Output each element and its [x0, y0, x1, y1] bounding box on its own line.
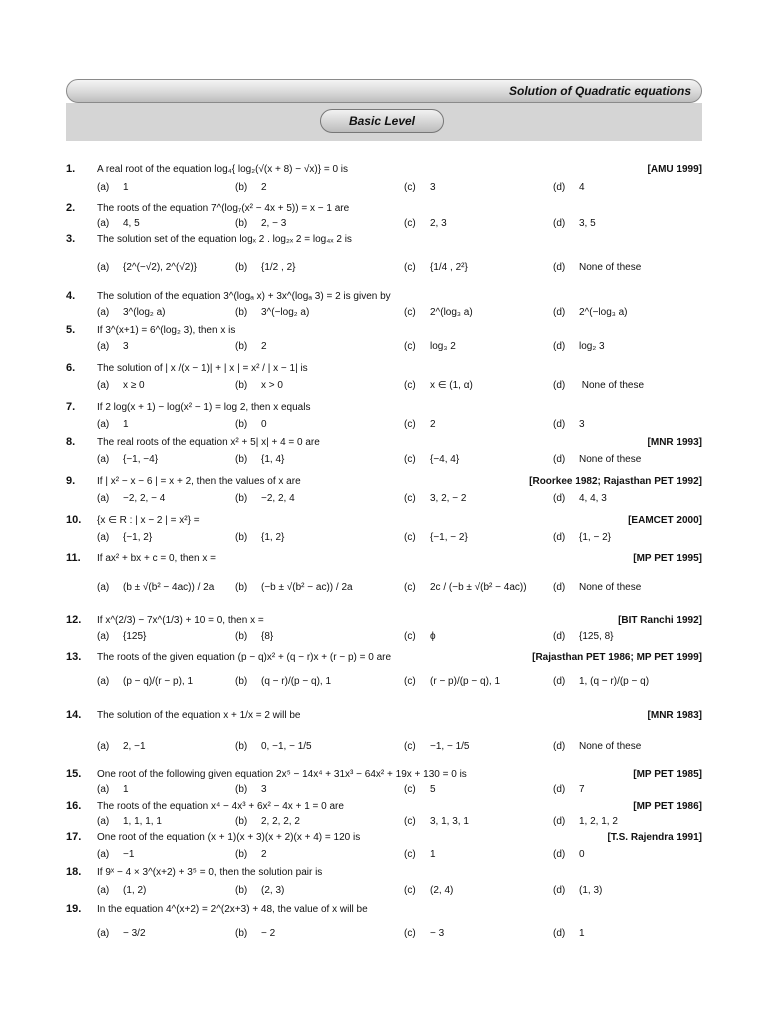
- answer-option: [235, 532, 284, 543]
- answer-option: [235, 454, 284, 465]
- option-text: 2, −1: [123, 741, 146, 752]
- option-text: −1: [123, 849, 135, 860]
- option-label: (d): [553, 816, 566, 827]
- answer-option: [235, 741, 312, 752]
- answer-option: [97, 885, 146, 896]
- option-label: (c): [404, 454, 416, 465]
- answer-option: [404, 784, 436, 795]
- answer-option: [404, 182, 436, 193]
- question-number: 14.: [66, 709, 82, 721]
- answer-option: [97, 419, 129, 430]
- option-text: None of these: [579, 262, 642, 273]
- answer-option: [553, 454, 641, 465]
- option-label: (b): [235, 307, 248, 318]
- option-label: (b): [235, 885, 248, 896]
- option-label: (a): [97, 307, 110, 318]
- answer-option: [553, 631, 613, 642]
- option-text: 2, 3: [430, 218, 447, 229]
- answer-option: [404, 582, 527, 593]
- option-text: (q − r)/(p − q), 1: [261, 676, 332, 687]
- answer-option: [553, 532, 611, 543]
- option-text: 1: [123, 419, 129, 430]
- question-stem: A real root of the equation log₄{ log₂(√(x + 8) − √x)} = 0 is: [97, 164, 349, 175]
- question-source: [Rajasthan PET 1986; MP PET 1999]: [532, 652, 702, 663]
- option-label: (b): [235, 849, 248, 860]
- question-source: [MP PET 1986]: [633, 801, 702, 812]
- option-label: (b): [235, 341, 248, 352]
- answer-option: [404, 816, 469, 827]
- answer-option: [553, 582, 641, 593]
- option-text: 3, 1, 3, 1: [430, 816, 469, 827]
- answer-option: [553, 307, 628, 318]
- question-source: [T.S. Rajendra 1991]: [607, 832, 702, 843]
- option-label: (b): [235, 218, 248, 229]
- option-text: {8}: [261, 631, 274, 642]
- option-label: (a): [97, 419, 110, 430]
- option-text: x ≥ 0: [123, 380, 145, 391]
- option-label: (a): [97, 582, 110, 593]
- option-label: (c): [404, 631, 416, 642]
- answer-option: [235, 582, 353, 593]
- question-stem: {x ∈ R : | x − 2 | = x²} =: [97, 515, 200, 526]
- option-text: 3: [261, 784, 267, 795]
- option-text: 4, 4, 3: [579, 493, 607, 504]
- question-stem: One root of the equation (x + 1)(x + 3)(x + 2)(x + 4) = 120 is: [97, 832, 361, 843]
- answer-option: [404, 676, 500, 687]
- option-text: (b ± √(b² − 4ac)) / 2a: [123, 582, 215, 593]
- question-number: 4.: [66, 290, 76, 302]
- option-text: −1, − 1/5: [430, 741, 470, 752]
- option-label: (d): [553, 380, 566, 391]
- answer-option: [235, 493, 295, 504]
- option-text: 1, 1, 1, 1: [123, 816, 162, 827]
- question-number: 19.: [66, 903, 82, 915]
- answer-option: [235, 885, 284, 896]
- option-label: (c): [404, 307, 416, 318]
- question-stem: The solution of | x /(x − 1)| + | x | = x² / | x − 1| is: [97, 363, 308, 374]
- option-text: (r − p)/(p − q), 1: [430, 676, 501, 687]
- option-label: (d): [553, 493, 566, 504]
- option-label: (c): [404, 182, 416, 193]
- option-label: (d): [553, 582, 566, 593]
- question-stem: If 9ˣ − 4 × 3^(x+2) + 3⁵ = 0, then the solution pair is: [97, 867, 323, 878]
- option-label: (b): [235, 816, 248, 827]
- option-label: (a): [97, 341, 110, 352]
- option-text: 4, 5: [123, 218, 140, 229]
- option-text: (1, 2): [123, 885, 147, 896]
- answer-option: [404, 493, 466, 504]
- question-source: [EAMCET 2000]: [628, 515, 702, 526]
- question-stem: If x^(2/3) − 7x^(1/3) + 10 = 0, then x =: [97, 615, 264, 626]
- option-label: (c): [404, 816, 416, 827]
- option-text: 5: [430, 784, 436, 795]
- question-stem: In the equation 4^(x+2) = 2^(2x+3) + 48, the value of x will be: [97, 904, 368, 915]
- option-text: (2, 3): [261, 885, 285, 896]
- answer-option: [553, 493, 607, 504]
- option-text: 3^(−log₂ a): [261, 307, 310, 318]
- answer-option: [235, 307, 309, 318]
- answer-option: [553, 380, 644, 391]
- option-text: None of these: [579, 454, 642, 465]
- answer-option: [404, 928, 444, 939]
- answer-option: [235, 419, 267, 430]
- question-number: 8.: [66, 436, 76, 448]
- option-label: (a): [97, 741, 110, 752]
- question-stem: One root of the following given equation 2x⁵ − 14x⁴ + 31x³ − 64x² + 19x + 130 = 0 is: [97, 769, 467, 780]
- option-label: (a): [97, 631, 110, 642]
- option-text: 2, − 3: [261, 218, 287, 229]
- option-label: (d): [553, 849, 566, 860]
- option-label: (a): [97, 676, 110, 687]
- option-text: 1: [123, 784, 129, 795]
- question-number: 15.: [66, 768, 82, 780]
- option-text: (1, 3): [579, 885, 603, 896]
- option-text: (p − q)/(r − p), 1: [123, 676, 194, 687]
- question-number: 6.: [66, 362, 76, 374]
- answer-option: [97, 849, 134, 860]
- answer-option: [553, 419, 585, 430]
- answer-option: [404, 454, 459, 465]
- answer-option: [404, 307, 473, 318]
- option-label: (b): [235, 741, 248, 752]
- option-label: (b): [235, 182, 248, 193]
- option-text: 2: [261, 849, 267, 860]
- answer-option: [235, 676, 331, 687]
- option-label: (c): [404, 341, 416, 352]
- option-text: − 3/2: [123, 928, 146, 939]
- option-label: (a): [97, 885, 110, 896]
- option-text: {1, 4}: [261, 454, 285, 465]
- answer-option: [553, 218, 596, 229]
- option-label: (a): [97, 218, 110, 229]
- option-text: None of these: [579, 380, 645, 391]
- option-text: {125}: [123, 631, 147, 642]
- answer-option: [235, 262, 295, 273]
- option-label: (a): [97, 262, 110, 273]
- option-label: (b): [235, 631, 248, 642]
- question-number: 3.: [66, 233, 76, 245]
- question-stem: The solution of the equation x + 1/x = 2 will be: [97, 710, 301, 721]
- question-number: 18.: [66, 866, 82, 878]
- question-number: 7.: [66, 401, 76, 413]
- option-text: (−b ± √(b² − ac)) / 2a: [261, 582, 353, 593]
- option-label: (c): [404, 532, 416, 543]
- option-label: (d): [553, 182, 566, 193]
- question-stem: If ax² + bx + c = 0, then x =: [97, 553, 216, 564]
- answer-option: [235, 218, 286, 229]
- option-text: 2, 2, 2, 2: [261, 816, 300, 827]
- option-text: 0: [261, 419, 267, 430]
- question-stem: The roots of the equation 7^(log₇(x² − 4x + 5)) = x − 1 are: [97, 203, 350, 214]
- option-label: (a): [97, 816, 110, 827]
- option-label: (c): [404, 676, 416, 687]
- question-number: 10.: [66, 514, 82, 526]
- answer-option: [404, 885, 453, 896]
- answer-option: [97, 182, 129, 193]
- option-label: (d): [553, 741, 566, 752]
- level-pill: Basic Level: [320, 109, 444, 133]
- answer-option: [404, 262, 468, 273]
- question-source: [MP PET 1995]: [633, 553, 702, 564]
- question-stem: If 2 log(x + 1) − log(x² − 1) = log 2, then x equals: [97, 402, 311, 413]
- option-text: 2^(log₃ a): [430, 307, 473, 318]
- option-label: (a): [97, 784, 110, 795]
- answer-option: [553, 262, 641, 273]
- answer-option: [235, 631, 273, 642]
- question-number: 11.: [66, 552, 81, 564]
- option-text: 0: [579, 849, 585, 860]
- option-label: (d): [553, 454, 566, 465]
- question-source: [MNR 1983]: [647, 710, 702, 721]
- answer-option: [553, 741, 641, 752]
- option-text: 0, −1, − 1/5: [261, 741, 312, 752]
- option-label: (a): [97, 454, 110, 465]
- question-number: 16.: [66, 800, 82, 812]
- option-text: 1: [123, 182, 129, 193]
- answer-option: [97, 784, 129, 795]
- option-text: 3, 5: [579, 218, 596, 229]
- option-text: −2, 2, 4: [261, 493, 295, 504]
- section-banner: [66, 79, 702, 141]
- question-source: [MP PET 1985]: [633, 769, 702, 780]
- answer-option: [553, 849, 585, 860]
- question-source: [BIT Ranchi 1992]: [618, 615, 702, 626]
- option-text: {1, 2}: [261, 532, 285, 543]
- section-title: Solution of Quadratic equations: [508, 84, 691, 98]
- question-number: 9.: [66, 475, 76, 487]
- question-source: [Roorkee 1982; Rajasthan PET 1992]: [529, 476, 702, 487]
- question-source: [AMU 1999]: [647, 164, 702, 175]
- answer-option: [553, 676, 649, 687]
- option-text: 1: [579, 928, 585, 939]
- option-label: (d): [553, 885, 566, 896]
- option-text: log₂ 3: [579, 341, 605, 352]
- option-text: 3: [579, 419, 585, 430]
- option-label: (b): [235, 532, 248, 543]
- answer-option: [97, 676, 193, 687]
- option-text: 7: [579, 784, 585, 795]
- question-stem: The roots of the equation x⁴ − 4x³ + 6x² − 4x + 1 = 0 are: [97, 801, 344, 812]
- question-number: 17.: [66, 831, 82, 843]
- answer-option: [97, 307, 165, 318]
- answer-option: [404, 380, 473, 391]
- option-text: 3: [123, 341, 129, 352]
- option-label: (d): [553, 784, 566, 795]
- option-text: 2^(−log₃ a): [579, 307, 628, 318]
- option-text: − 3: [430, 928, 445, 939]
- option-text: 2c / (−b ± √(b² − 4ac)): [430, 582, 527, 593]
- option-text: {−1, −4}: [123, 454, 159, 465]
- option-label: (d): [553, 532, 566, 543]
- option-text: x ∈ (1, α): [430, 380, 473, 391]
- answer-option: [235, 784, 267, 795]
- question-number: 13.: [66, 651, 82, 663]
- option-label: (a): [97, 928, 110, 939]
- option-text: −2, 2, − 4: [123, 493, 166, 504]
- option-label: (b): [235, 928, 248, 939]
- answer-option: [97, 928, 146, 939]
- option-label: (c): [404, 493, 416, 504]
- answer-option: [97, 380, 145, 391]
- option-text: x > 0: [261, 380, 283, 391]
- answer-option: [553, 816, 618, 827]
- option-label: (d): [553, 676, 566, 687]
- option-label: (b): [235, 262, 248, 273]
- answer-option: [235, 182, 267, 193]
- option-label: (c): [404, 380, 416, 391]
- answer-option: [404, 631, 436, 642]
- option-label: (b): [235, 493, 248, 504]
- answer-option: [97, 454, 158, 465]
- answer-option: [235, 849, 267, 860]
- option-label: (a): [97, 493, 110, 504]
- option-text: {1/4 , 2²}: [430, 262, 468, 273]
- answer-option: [553, 784, 585, 795]
- question-stem: If 3^(x+1) = 6^(log₂ 3), then x is: [97, 325, 236, 336]
- option-text: {−1, − 2}: [430, 532, 468, 543]
- answer-option: [404, 419, 436, 430]
- option-text: {2^(−√2), 2^(√2)}: [123, 262, 198, 273]
- option-text: {125, 8}: [579, 631, 614, 642]
- option-label: (a): [97, 532, 110, 543]
- answer-option: [97, 493, 165, 504]
- option-label: (d): [553, 928, 566, 939]
- option-label: (a): [97, 849, 110, 860]
- option-text: 1: [430, 849, 436, 860]
- answer-option: [97, 741, 146, 752]
- answer-option: [404, 218, 447, 229]
- question-number: 5.: [66, 324, 76, 336]
- option-label: (d): [553, 262, 566, 273]
- option-label: (b): [235, 676, 248, 687]
- answer-option: [404, 341, 456, 352]
- answer-option: [404, 849, 436, 860]
- option-text: ϕ: [430, 631, 436, 642]
- option-label: (b): [235, 380, 248, 391]
- option-text: − 2: [261, 928, 276, 939]
- option-label: (c): [404, 262, 416, 273]
- option-text: log₃ 2: [430, 341, 456, 352]
- option-text: 3, 2, − 2: [430, 493, 467, 504]
- answer-option: [97, 816, 162, 827]
- option-label: (c): [404, 419, 416, 430]
- answer-option: [553, 341, 605, 352]
- option-label: (c): [404, 784, 416, 795]
- answer-option: [404, 532, 468, 543]
- question-number: 1.: [66, 163, 76, 175]
- option-text: (2, 4): [430, 885, 454, 896]
- option-text: 1, 2, 1, 2: [579, 816, 618, 827]
- option-label: (b): [235, 582, 248, 593]
- option-label: (b): [235, 419, 248, 430]
- question-number: 2.: [66, 202, 76, 214]
- question-number: 12.: [66, 614, 82, 626]
- option-text: None of these: [579, 741, 642, 752]
- option-label: (d): [553, 218, 566, 229]
- option-label: (c): [404, 741, 416, 752]
- question-stem: The real roots of the equation x² + 5| x| + 4 = 0 are: [97, 437, 320, 448]
- option-label: (a): [97, 182, 110, 193]
- answer-option: [235, 380, 283, 391]
- option-label: (c): [404, 582, 416, 593]
- question-stem: The solution of the equation 3^(logₐ x) + 3x^(logₐ 3) = 2 is given by: [97, 291, 391, 302]
- question-stem: The roots of the given equation (p − q)x² + (q − r)x + (r − p) = 0 are: [97, 652, 392, 663]
- option-text: 2: [261, 182, 267, 193]
- answer-option: [404, 741, 469, 752]
- answer-option: [97, 532, 152, 543]
- option-label: (d): [553, 631, 566, 642]
- question-source: [MNR 1993]: [647, 437, 702, 448]
- answer-option: [553, 885, 602, 896]
- option-text: 1, (q − r)/(p − q): [579, 676, 650, 687]
- option-label: (c): [404, 885, 416, 896]
- option-text: {−4, 4}: [430, 454, 460, 465]
- option-label: (b): [235, 784, 248, 795]
- option-label: (c): [404, 218, 416, 229]
- option-label: (d): [553, 307, 566, 318]
- banner-title-bar: [66, 79, 702, 103]
- option-text: None of these: [579, 582, 642, 593]
- option-label: (d): [553, 419, 566, 430]
- option-label: (d): [553, 341, 566, 352]
- answer-option: [235, 816, 300, 827]
- answer-option: [235, 928, 275, 939]
- option-text: 4: [579, 182, 585, 193]
- answer-option: [235, 341, 267, 352]
- answer-option: [97, 262, 197, 273]
- option-text: 2: [430, 419, 436, 430]
- question-stem: If | x² − x − 6 | = x + 2, then the values of x are: [97, 476, 301, 487]
- option-label: (a): [97, 380, 110, 391]
- option-text: 2: [261, 341, 267, 352]
- answer-option: [97, 582, 214, 593]
- answer-option: [97, 631, 146, 642]
- option-text: 3^(log₂ a): [123, 307, 166, 318]
- option-label: (c): [404, 928, 416, 939]
- option-text: {1, − 2}: [579, 532, 611, 543]
- answer-option: [553, 928, 585, 939]
- option-text: {−1, 2}: [123, 532, 153, 543]
- option-text: {1/2 , 2}: [261, 262, 296, 273]
- answer-option: [553, 182, 585, 193]
- answer-option: [97, 341, 129, 352]
- option-label: (b): [235, 454, 248, 465]
- banner-band: [66, 103, 702, 141]
- option-label: (c): [404, 849, 416, 860]
- question-stem: The solution set of the equation logₓ 2 . log₂ₓ 2 = log₄ₓ 2 is: [97, 234, 352, 245]
- answer-option: [97, 218, 140, 229]
- option-text: 3: [430, 182, 436, 193]
